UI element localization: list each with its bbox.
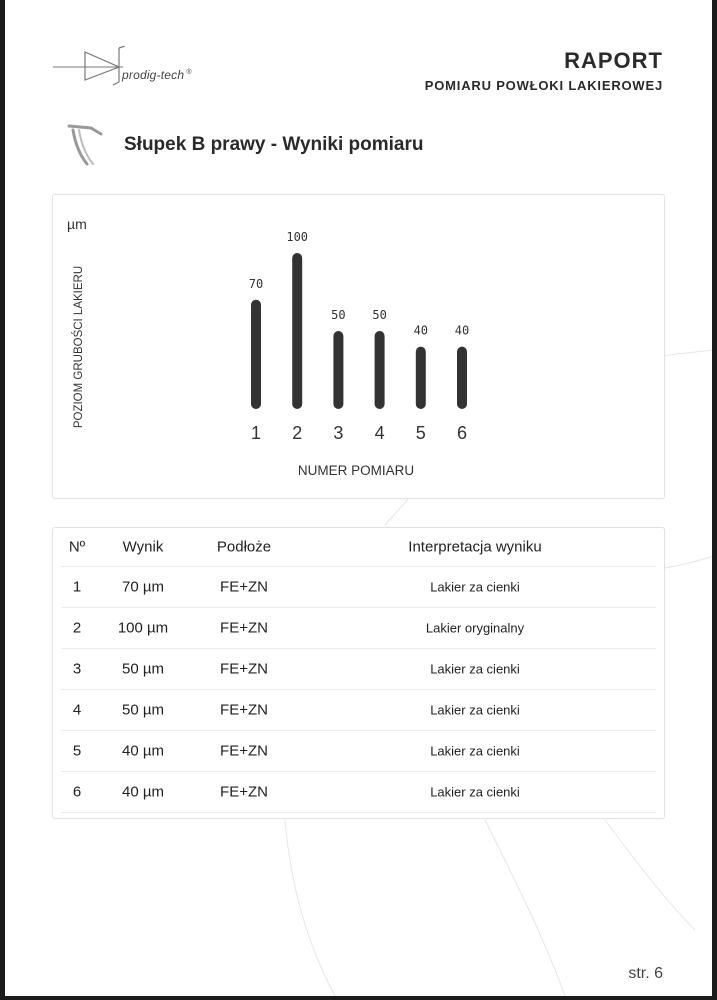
- table-row: [61, 566, 656, 607]
- car-pillar-icon: [65, 122, 105, 168]
- cell-result: 100 µm: [117, 619, 169, 637]
- cell-substrate: FE+ZN: [220, 578, 268, 596]
- bar-value-label: 50: [372, 308, 387, 322]
- section-title: Słupek B prawy - Wyniki pomiaru: [124, 134, 424, 155]
- table-row: [61, 607, 656, 648]
- chart-x-axis-label: NUMER POMIARU: [297, 463, 415, 478]
- cell-interpretation: Lakier za cienki: [430, 784, 520, 800]
- cell-substrate: FE+ZN: [220, 783, 268, 801]
- cell-result: 50 µm: [122, 701, 164, 719]
- bar-value-label: 40: [413, 323, 429, 338]
- cell-result: 70 µm: [122, 578, 164, 596]
- logo-text: [122, 68, 192, 82]
- cell-interpretation: Lakier za cienki: [430, 579, 520, 595]
- report-subtitle: POMIARU POWŁOKI LAKIEROWEJ: [424, 78, 663, 93]
- x-tick-label: 5: [415, 423, 426, 443]
- bar-value-label: 40: [454, 323, 470, 338]
- table-body: [53, 566, 664, 813]
- x-tick-label: 3: [333, 423, 344, 443]
- x-tick-label: 4: [374, 423, 385, 443]
- bar-5: [416, 347, 426, 409]
- header-result: Wynik: [122, 538, 164, 556]
- report-title: RAPORT: [564, 48, 663, 73]
- results-table: [52, 527, 665, 819]
- chart-marks: [249, 230, 469, 443]
- table-row: [61, 689, 656, 730]
- cell-no: 6: [72, 783, 82, 801]
- bar-2: [292, 253, 302, 409]
- header-substrate: Podłoże: [216, 538, 272, 556]
- bar-6: [457, 347, 467, 409]
- cell-substrate: FE+ZN: [220, 660, 268, 678]
- cell-interpretation: Lakier za cienki: [430, 702, 520, 718]
- chart-card: [52, 194, 665, 499]
- table-header: [53, 528, 664, 566]
- cell-no: 4: [72, 701, 82, 719]
- header-interpretation: Interpretacja wyniku: [408, 538, 542, 556]
- cell-no: 3: [72, 660, 82, 678]
- bar-1: [251, 300, 261, 409]
- cell-interpretation: Lakier za cienki: [430, 743, 520, 759]
- report-page: [5, 0, 712, 996]
- bar-4: [375, 331, 385, 409]
- cell-result: 40 µm: [122, 742, 164, 760]
- table-row: [61, 648, 656, 689]
- page-number: str. 6: [628, 965, 663, 982]
- bar-chart: [53, 195, 664, 498]
- chart-unit-label: µm: [67, 216, 87, 232]
- cell-substrate: FE+ZN: [220, 742, 268, 760]
- cell-no: 5: [72, 742, 82, 760]
- bar-value-label: 50: [331, 308, 346, 322]
- cell-interpretation: Lakier za cienki: [430, 661, 520, 677]
- bar-value-label: 100: [286, 230, 309, 244]
- cell-no: 1: [72, 578, 82, 596]
- cell-substrate: FE+ZN: [220, 701, 268, 719]
- cell-substrate: FE+ZN: [220, 619, 268, 637]
- x-tick-label: 1: [250, 423, 262, 443]
- bar-value-label: 70: [248, 276, 264, 291]
- cell-result: 50 µm: [122, 660, 164, 678]
- cell-interpretation: Lakier oryginalny: [425, 620, 525, 636]
- bar-3: [333, 331, 343, 409]
- table-row: [61, 771, 656, 813]
- registered-mark: ®: [186, 69, 192, 76]
- table-row: [61, 730, 656, 771]
- cell-result: 40 µm: [122, 783, 164, 801]
- chart-y-axis-label: POZIOM GRUBOŚCI LAKIERU: [73, 265, 85, 429]
- logo-wordmark: prodig-tech: [122, 68, 185, 82]
- cell-no: 2: [72, 619, 82, 637]
- x-tick-label: 2: [292, 423, 303, 443]
- header-no: Nº: [68, 538, 86, 556]
- x-tick-label: 6: [456, 423, 468, 443]
